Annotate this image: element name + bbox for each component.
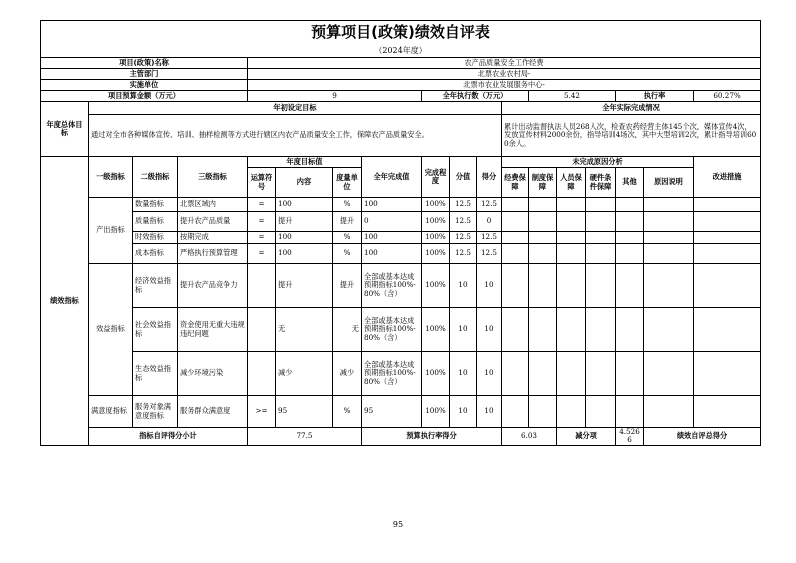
level2-cell: 生态效益指标 bbox=[133, 352, 178, 396]
op-cell: = bbox=[248, 232, 276, 244]
table-row bbox=[41, 244, 761, 264]
unit-cell: % bbox=[333, 244, 362, 264]
level3-cell: 服务群众满意度 bbox=[178, 396, 248, 428]
content-cell: 100 bbox=[276, 232, 333, 244]
op-cell bbox=[248, 264, 276, 308]
col-score-value: 分值 bbox=[450, 157, 477, 198]
budget-value: 9 bbox=[248, 91, 422, 102]
col-r-hardware: 硬件条件保障 bbox=[586, 168, 616, 198]
deduct-label: 减分项 bbox=[557, 428, 616, 446]
op-cell: = bbox=[248, 198, 276, 212]
content-cell: 100 bbox=[276, 198, 333, 212]
value-cell: 10 bbox=[450, 396, 477, 428]
content-cell: 100 bbox=[276, 244, 333, 264]
exec-score-label: 预算执行率得分 bbox=[362, 428, 502, 446]
actual-result-label: 全年实际完成情况 bbox=[502, 102, 761, 115]
unit-cell: 提升 bbox=[333, 264, 362, 308]
unit-cell: 减少 bbox=[333, 352, 362, 396]
level2-cell: 成本指标 bbox=[133, 244, 178, 264]
content-cell: 无 bbox=[276, 308, 333, 352]
value-cell: 12.5 bbox=[450, 212, 477, 232]
satisfaction-label: 满意度指标 bbox=[89, 396, 133, 428]
table-row bbox=[41, 396, 761, 428]
table-row bbox=[41, 232, 761, 244]
score-cell: 10 bbox=[477, 264, 502, 308]
col-level1: 一级指标 bbox=[89, 157, 133, 198]
content-cell: 提升 bbox=[276, 212, 333, 232]
project-name-label: 项目(政策)名称 bbox=[41, 58, 248, 69]
unit-label: 实施单位 bbox=[41, 80, 248, 91]
unit-cell: % bbox=[333, 198, 362, 212]
completion-cell: 100% bbox=[422, 308, 450, 352]
level2-cell: 社会效益指标 bbox=[133, 308, 178, 352]
col-level2: 二级指标 bbox=[133, 157, 178, 198]
exec-label: 全年执行数（万元） bbox=[422, 91, 529, 102]
dept-label: 主管部门 bbox=[41, 69, 248, 80]
unit-cell: % bbox=[333, 396, 362, 428]
rate-label: 执行率 bbox=[616, 91, 694, 102]
actual-cell: 全部或基本达成预期指标100%-80%（含） bbox=[362, 352, 422, 396]
plan-goal-text: 通过对全市各种媒体宣传、培训、抽样检测等方式进行辖区内农产品质量安全工作，保障农产品质量安全。 bbox=[89, 115, 502, 157]
completion-cell: 100% bbox=[422, 352, 450, 396]
value-cell: 10 bbox=[450, 352, 477, 396]
goals-section-label: 年度总体目标 bbox=[41, 102, 89, 157]
col-r-funding: 经费保障 bbox=[502, 168, 529, 198]
output-label: 产出指标 bbox=[89, 198, 133, 264]
value-cell: 12.5 bbox=[450, 232, 477, 244]
level3-cell: 提升农产品竞争力 bbox=[178, 264, 248, 308]
value-cell: 10 bbox=[450, 264, 477, 308]
value-cell: 10 bbox=[450, 308, 477, 352]
table-row bbox=[41, 212, 761, 232]
content-cell: 95 bbox=[276, 396, 333, 428]
subtotal-value: 77.5 bbox=[248, 428, 362, 446]
op-cell: = bbox=[248, 212, 276, 232]
col-op: 运算符号 bbox=[248, 168, 276, 198]
op-cell bbox=[248, 352, 276, 396]
actual-cell: 全部或基本达成预期指标100%-80%（含） bbox=[362, 264, 422, 308]
value-cell: 12.5 bbox=[450, 244, 477, 264]
col-score: 得分 bbox=[477, 157, 502, 198]
table-row bbox=[41, 198, 761, 212]
unit-cell: 提升 bbox=[333, 212, 362, 232]
col-r-note: 原因说明 bbox=[644, 168, 694, 198]
actual-cell: 100 bbox=[362, 232, 422, 244]
unit-value: 北票市农业发展服务中心- bbox=[248, 80, 761, 91]
benefit-label: 效益指标 bbox=[89, 264, 133, 396]
total-label: 绩效自评总得分 bbox=[644, 428, 761, 446]
actual-result-text: 累计出动监督执法人员268人次，检查农药经营主体145个次，媒体宣传4次，发放宣传材料2000余份，指导培训4场次，其中大型培训2次，累计指导培训600余人。 bbox=[502, 115, 761, 157]
level3-cell: 严格执行预算管理 bbox=[178, 244, 248, 264]
exec-value: 5.42 bbox=[529, 91, 616, 102]
level2-cell: 质量指标 bbox=[133, 212, 178, 232]
score-cell: 12.5 bbox=[477, 198, 502, 212]
col-content: 内容 bbox=[276, 168, 333, 198]
unit-cell: 无 bbox=[333, 308, 362, 352]
fiscal-year: （2024年度） bbox=[41, 45, 761, 58]
rate-value: 60.27% bbox=[694, 91, 761, 102]
completion-cell: 100% bbox=[422, 232, 450, 244]
project-name: 农产品质量安全工作经费 bbox=[248, 58, 761, 69]
col-r-staff: 人员保障 bbox=[557, 168, 586, 198]
unit-cell: % bbox=[333, 232, 362, 244]
completion-cell: 100% bbox=[422, 212, 450, 232]
op-cell: >= bbox=[248, 396, 276, 428]
level2-cell: 经济效益指标 bbox=[133, 264, 178, 308]
level3-cell: 按期完成 bbox=[178, 232, 248, 244]
completion-cell: 100% bbox=[422, 198, 450, 212]
completion-cell: 100% bbox=[422, 396, 450, 428]
actual-cell: 95 bbox=[362, 396, 422, 428]
level2-cell: 数量指标 bbox=[133, 198, 178, 212]
col-actual: 全年完成值 bbox=[362, 157, 422, 198]
col-improve: 改进措施 bbox=[694, 157, 761, 198]
actual-cell: 100 bbox=[362, 198, 422, 212]
level2-cell: 时效指标 bbox=[133, 232, 178, 244]
evaluation-table bbox=[40, 20, 761, 446]
level3-cell: 北票区域内 bbox=[178, 198, 248, 212]
table-row bbox=[41, 352, 761, 396]
dept-value: 北票农业农村局- bbox=[248, 69, 761, 80]
col-completion: 完成程度 bbox=[422, 157, 450, 198]
op-cell: = bbox=[248, 244, 276, 264]
completion-cell: 100% bbox=[422, 264, 450, 308]
completion-cell: 100% bbox=[422, 244, 450, 264]
col-unit: 度量单位 bbox=[333, 168, 362, 198]
col-level3: 三级指标 bbox=[178, 157, 248, 198]
table-row bbox=[41, 264, 761, 308]
budget-label: 项目预算金额（万元） bbox=[41, 91, 248, 102]
level2-cell: 服务对象满意度指标 bbox=[133, 396, 178, 428]
score-cell: 12.5 bbox=[477, 232, 502, 244]
deduct-value: 4.5266 bbox=[616, 428, 644, 446]
page-title: 预算项目(政策)绩效自评表 bbox=[41, 21, 761, 46]
evaluation-sheet bbox=[40, 20, 760, 446]
actual-cell: 全部或基本达成预期指标100%-80%（含） bbox=[362, 308, 422, 352]
table-row bbox=[41, 308, 761, 352]
col-r-system: 制度保障 bbox=[529, 168, 557, 198]
level3-cell: 减少环境污染 bbox=[178, 352, 248, 396]
score-cell: 10 bbox=[477, 308, 502, 352]
perf-section-label: 绩效指标 bbox=[41, 157, 89, 446]
score-cell: 10 bbox=[477, 352, 502, 396]
score-cell: 10 bbox=[477, 396, 502, 428]
content-cell: 减少 bbox=[276, 352, 333, 396]
col-reasons: 未完成原因分析 bbox=[502, 157, 694, 168]
content-cell: 提升 bbox=[276, 264, 333, 308]
value-cell: 12.5 bbox=[450, 198, 477, 212]
level3-cell: 资金使用无重大违规违纪问题 bbox=[178, 308, 248, 352]
op-cell bbox=[248, 308, 276, 352]
actual-cell: 100 bbox=[362, 244, 422, 264]
exec-score-value: 6.03 bbox=[502, 428, 557, 446]
col-annual-target: 年度目标值 bbox=[248, 157, 362, 168]
score-cell: 12.5 bbox=[477, 244, 502, 264]
page-number: 95 bbox=[392, 520, 404, 529]
level3-cell: 提升农产品质量 bbox=[178, 212, 248, 232]
actual-cell: 0 bbox=[362, 212, 422, 232]
subtotal-label: 指标自评得分小计 bbox=[89, 428, 248, 446]
col-r-other: 其他 bbox=[616, 168, 644, 198]
plan-goal-label: 年初设定目标 bbox=[89, 102, 502, 115]
score-cell: 0 bbox=[477, 212, 502, 232]
